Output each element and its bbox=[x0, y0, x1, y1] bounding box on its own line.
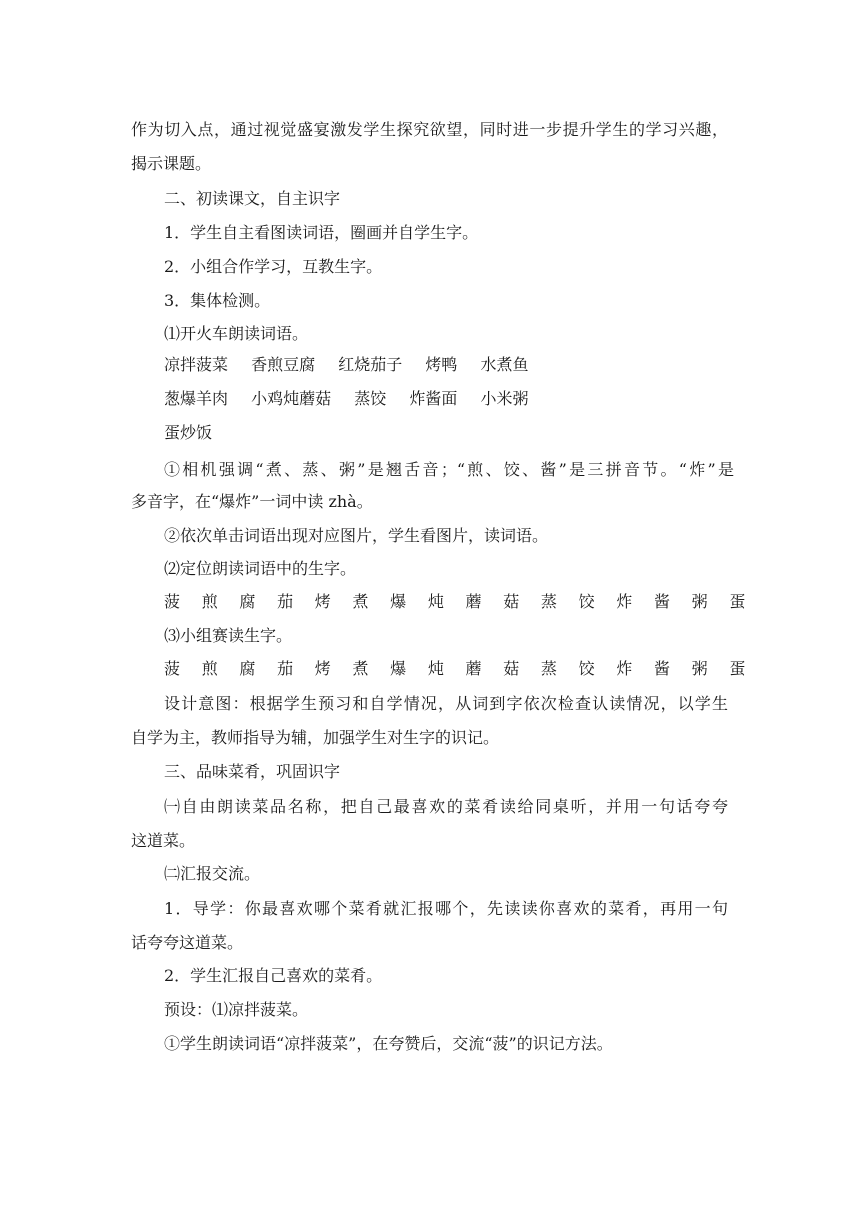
guide-line-2: 话夸夸这道菜。 bbox=[131, 933, 244, 952]
phrase-item: 炸酱面 bbox=[409, 389, 458, 408]
character-item: 腐 bbox=[239, 592, 256, 611]
sub-item-1: ⑴开火车朗读词语。 bbox=[164, 324, 309, 343]
character-item: 酱 bbox=[653, 659, 670, 678]
character-item: 茄 bbox=[277, 659, 294, 678]
character-list-row-1 bbox=[164, 592, 762, 614]
phrase-item: 蒸饺 bbox=[354, 389, 387, 408]
design-intent-line-1: 设计意图：根据学生预习和自学情况，从词到字依次检查认读情况，以学生 bbox=[164, 694, 728, 713]
phrase-item: 葱爆羊肉 bbox=[164, 389, 229, 408]
phrase-item: 香煎豆腐 bbox=[251, 355, 316, 374]
character-item: 煎 bbox=[201, 659, 218, 678]
character-item: 酱 bbox=[653, 592, 670, 611]
character-item: 菇 bbox=[503, 592, 520, 611]
character-item: 菇 bbox=[503, 659, 520, 678]
phrase-item: 凉拌菠菜 bbox=[164, 355, 229, 374]
character-item: 菠 bbox=[164, 659, 181, 678]
character-item: 腐 bbox=[239, 659, 256, 678]
character-item: 爆 bbox=[390, 659, 407, 678]
character-item: 茄 bbox=[277, 592, 294, 611]
character-item: 烤 bbox=[314, 659, 331, 678]
character-item: 蘑 bbox=[465, 592, 482, 611]
step-3: 3．集体检测。 bbox=[164, 291, 271, 310]
phrase-list-row-1 bbox=[164, 355, 546, 377]
phrase-item: 蛋炒饭 bbox=[164, 423, 213, 442]
character-item: 蘑 bbox=[465, 659, 482, 678]
guide-line-1: 1．导学：你最喜欢哪个菜肴就汇报哪个，先读读你喜欢的菜肴，再用一句 bbox=[164, 899, 728, 918]
sub-item-3: ⑶小组赛读生字。 bbox=[164, 626, 293, 645]
preset-item: 预设：⑴凉拌菠菜。 bbox=[164, 1000, 309, 1019]
character-item: 饺 bbox=[578, 659, 595, 678]
note-1-line-1: ①相机强调“煮、蒸、粥”是翘舌音；“煎、饺、酱”是三拼音节。“炸”是 bbox=[164, 460, 734, 479]
character-item: 蛋 bbox=[729, 592, 746, 611]
paragraph-intro-line-2: 揭示课题。 bbox=[131, 154, 212, 173]
character-item: 蛋 bbox=[729, 659, 746, 678]
part-2: ㈡汇报交流。 bbox=[164, 864, 261, 883]
character-list-row-2 bbox=[164, 659, 762, 681]
character-item: 煮 bbox=[352, 592, 369, 611]
character-item: 煮 bbox=[352, 659, 369, 678]
character-item: 粥 bbox=[691, 592, 708, 611]
phrase-item: 水煮鱼 bbox=[480, 355, 529, 374]
step-1: 1．学生自主看图读词语，圈画并自学生字。 bbox=[164, 223, 479, 242]
preset-note: ①学生朗读词语“凉拌菠菜”，在夸赞后，交流“菠”的识记方法。 bbox=[164, 1034, 613, 1053]
character-item: 饺 bbox=[578, 592, 595, 611]
paragraph-intro-line-1: 作为切入点，通过视觉盛宴激发学生探究欲望，同时进一步提升学生的学习兴趣， bbox=[131, 120, 728, 139]
sub-item-2: ⑵定位朗读词语中的生字。 bbox=[164, 559, 357, 578]
note-1-line-2: 多音字，在“爆炸”一词中读 zhà。 bbox=[131, 492, 373, 511]
step-2: 2．小组合作学习，互教生字。 bbox=[164, 257, 383, 276]
section-heading-3: 三、品味菜肴，巩固识字 bbox=[164, 762, 341, 781]
character-item: 煎 bbox=[201, 592, 218, 611]
character-item: 炖 bbox=[427, 659, 444, 678]
character-item: 粥 bbox=[691, 659, 708, 678]
phrase-item: 烤鸭 bbox=[425, 355, 458, 374]
character-item: 菠 bbox=[164, 592, 181, 611]
note-2: ②依次单击词语出现对应图片，学生看图片，读词语。 bbox=[164, 526, 549, 545]
character-item: 炸 bbox=[616, 659, 633, 678]
phrase-item: 小鸡炖蘑菇 bbox=[251, 389, 332, 408]
report-step: 2．学生汇报自己喜欢的菜肴。 bbox=[164, 966, 383, 985]
character-item: 炸 bbox=[616, 592, 633, 611]
character-item: 炖 bbox=[427, 592, 444, 611]
phrase-item: 红烧茄子 bbox=[338, 355, 403, 374]
phrase-item: 小米粥 bbox=[480, 389, 529, 408]
character-item: 蒸 bbox=[540, 592, 557, 611]
character-item: 爆 bbox=[390, 592, 407, 611]
phrase-list-row-2 bbox=[164, 389, 546, 411]
design-intent-line-2: 自学为主，教师指导为辅，加强学生对生字的识记。 bbox=[131, 728, 500, 747]
character-item: 蒸 bbox=[540, 659, 557, 678]
phrase-list-row-3 bbox=[164, 423, 230, 445]
character-item: 烤 bbox=[314, 592, 331, 611]
part-1-line-2: 这道菜。 bbox=[131, 831, 196, 850]
part-1-line-1: ㈠自由朗读菜品名称，把自己最喜欢的菜肴读给同桌听，并用一句话夸夸 bbox=[164, 797, 728, 816]
section-heading-2: 二、初读课文，自主识字 bbox=[164, 189, 341, 208]
